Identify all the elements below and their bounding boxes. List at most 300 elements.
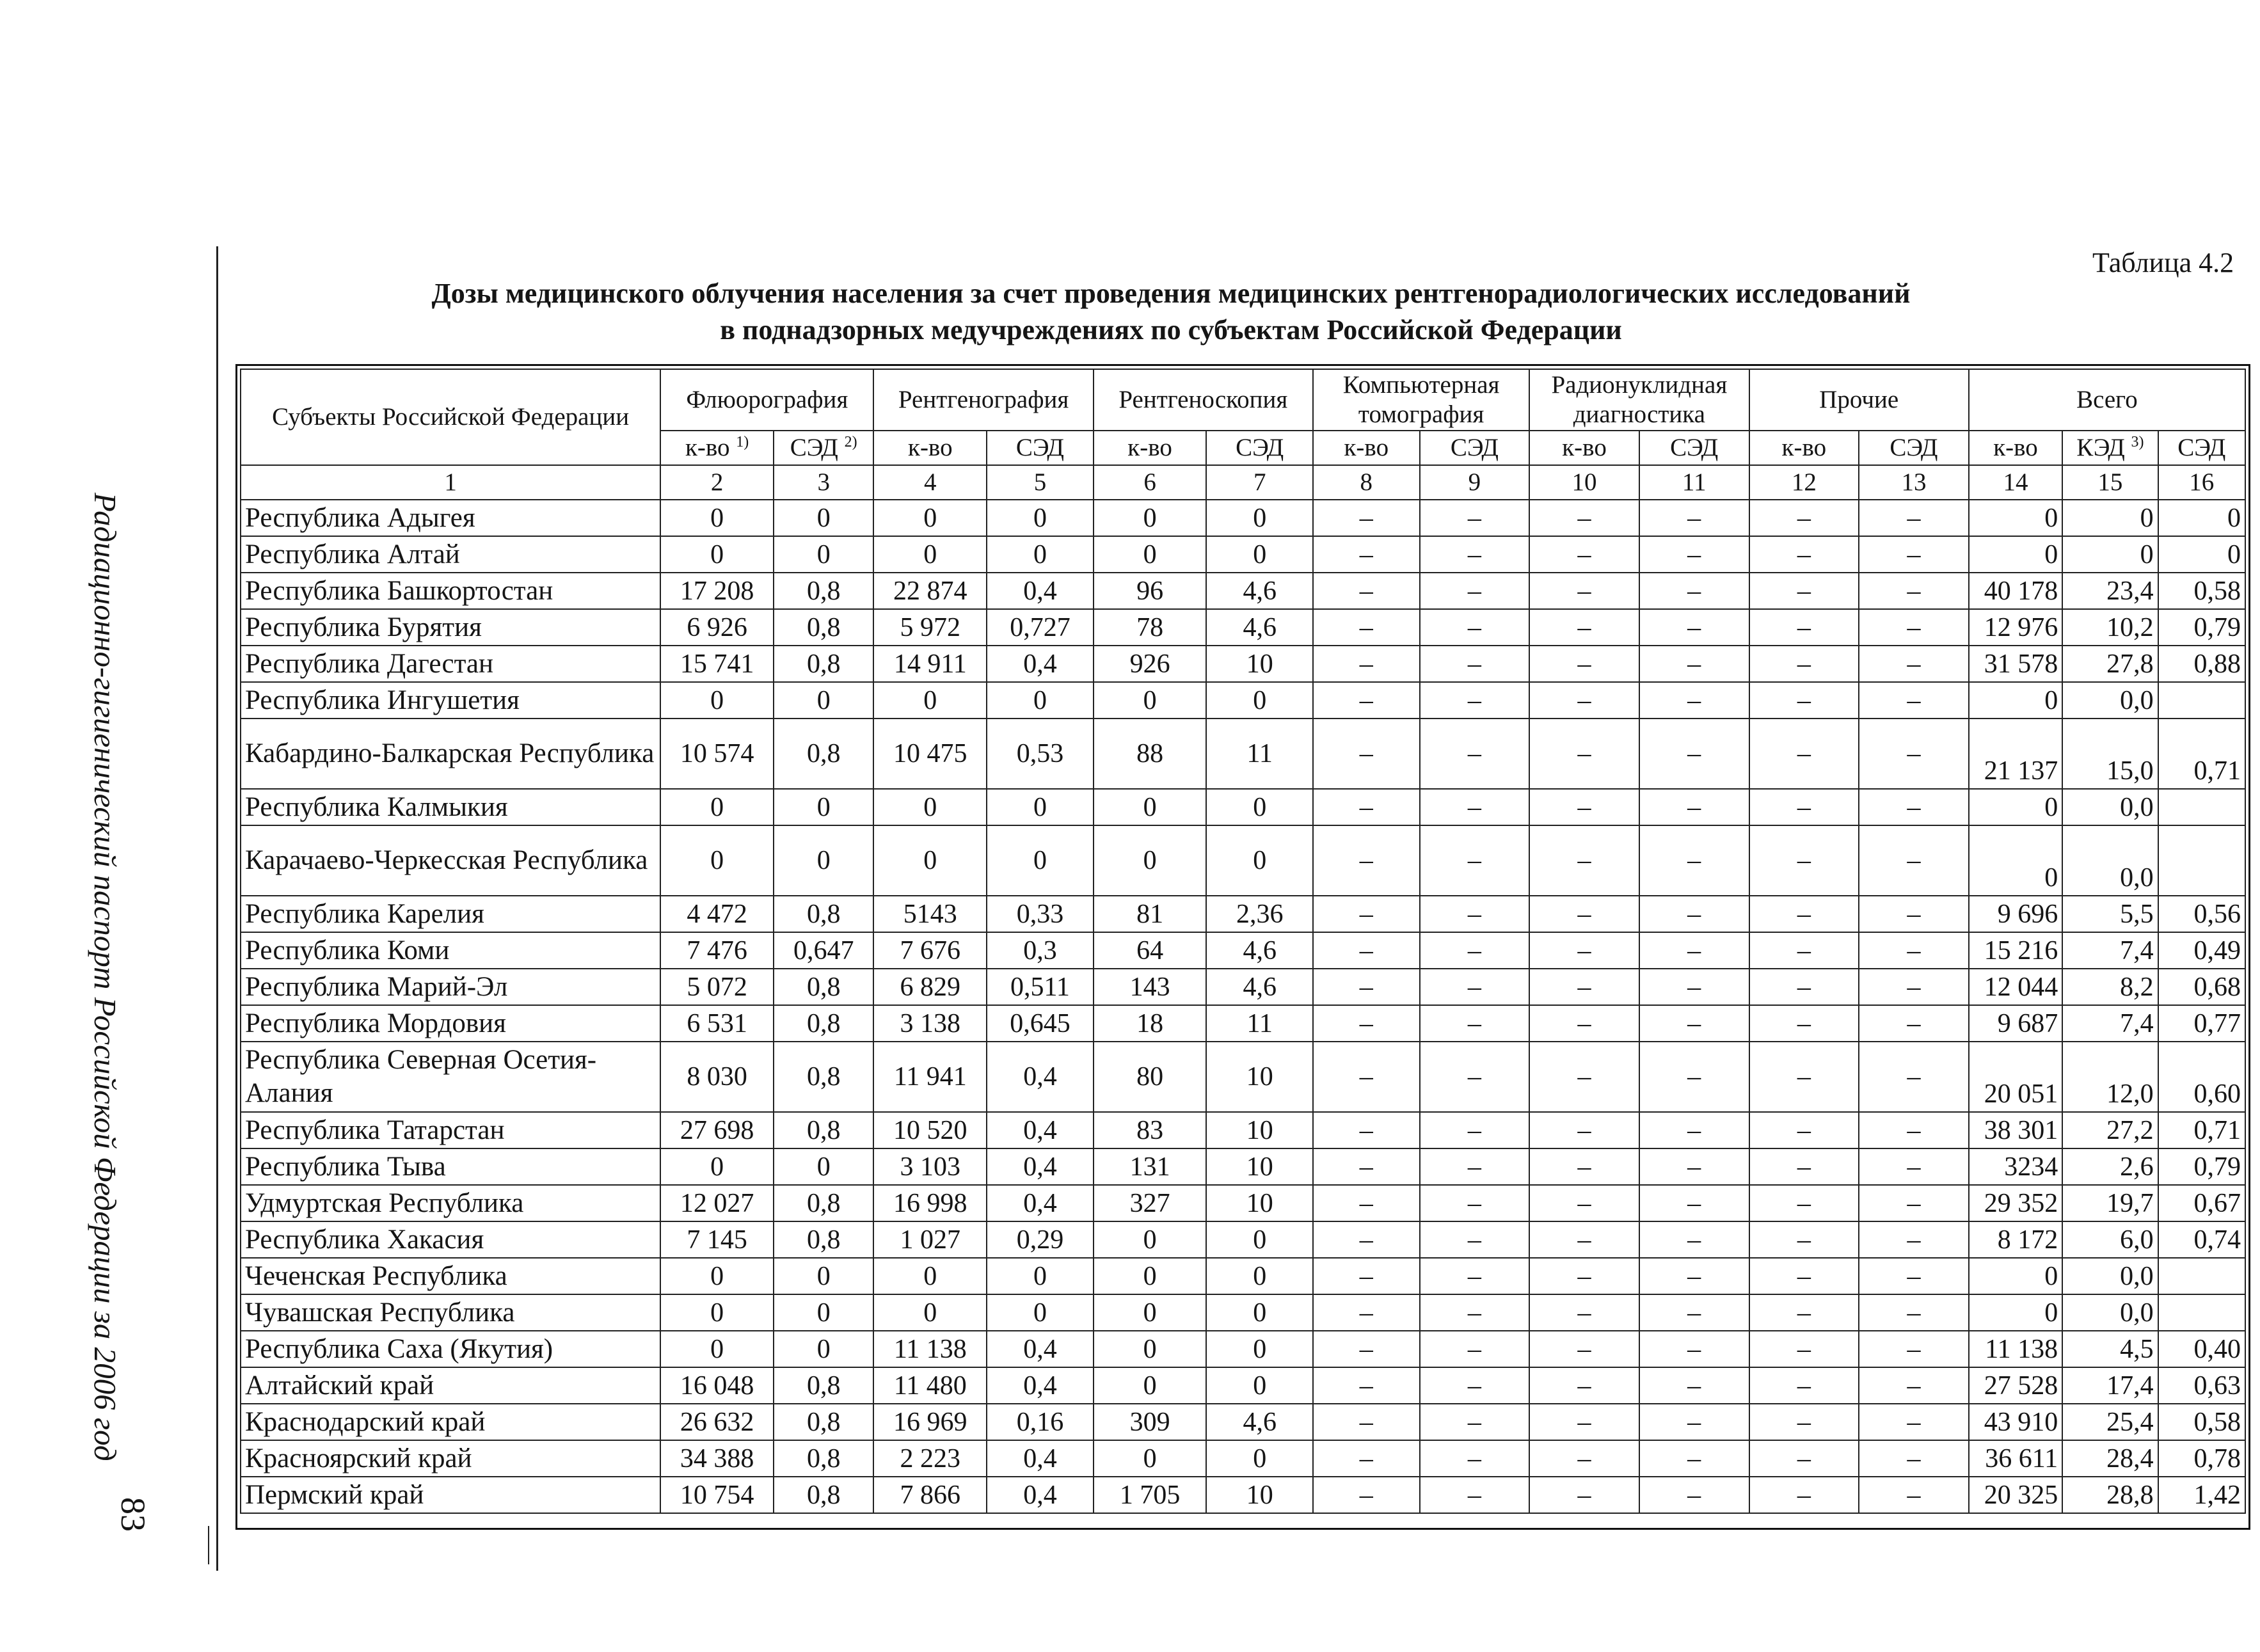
- cell-col-6: 81: [1094, 896, 1207, 932]
- cell-col-13: –: [1859, 1112, 1969, 1148]
- cell-col-12: –: [1749, 1221, 1859, 1258]
- cell-col-10: –: [1529, 500, 1639, 536]
- cell-col-3: 0: [774, 789, 874, 825]
- cell-col-6: 0: [1094, 1367, 1207, 1404]
- cell-col-4: 10 475: [873, 719, 987, 789]
- column-number: 2: [660, 465, 774, 500]
- footnote-mark: 2): [844, 434, 857, 450]
- cell-col-3: 0,8: [774, 896, 874, 932]
- region-name: Республика Ингушетия: [241, 682, 660, 719]
- cell-col-12: –: [1749, 1331, 1859, 1367]
- cell-col-4: 0: [873, 682, 987, 719]
- cell-col-11: –: [1639, 1112, 1749, 1148]
- cell-col-14: 20 325: [1969, 1477, 2062, 1513]
- cell-col-3: 0: [774, 1331, 874, 1367]
- table-row: [241, 896, 2245, 932]
- cell-col-16: 0,71: [2158, 1112, 2245, 1148]
- cell-col-3: 0: [774, 1294, 874, 1331]
- cell-col-6: 0: [1094, 1258, 1207, 1294]
- column-number: 1: [241, 465, 660, 500]
- cell-col-13: –: [1859, 1185, 1969, 1221]
- cell-col-16: [2158, 1258, 2245, 1294]
- cell-col-16: 0: [2158, 536, 2245, 573]
- region-name: Республика Бурятия: [241, 609, 660, 646]
- cell-col-15: 23,4: [2062, 573, 2158, 609]
- region-name: Республика Коми: [241, 932, 660, 969]
- cell-col-3: 0,8: [774, 1005, 874, 1042]
- cell-col-5: 0,727: [987, 609, 1094, 646]
- cell-col-13: –: [1859, 573, 1969, 609]
- header-sub: СЭД: [1206, 431, 1313, 465]
- column-number: 16: [2158, 465, 2245, 500]
- cell-col-2: 15 741: [660, 646, 774, 682]
- cell-col-10: –: [1529, 969, 1639, 1005]
- cell-col-14: 12 044: [1969, 969, 2062, 1005]
- cell-col-6: 18: [1094, 1005, 1207, 1042]
- cell-col-10: –: [1529, 1005, 1639, 1042]
- cell-col-3: 0,8: [774, 719, 874, 789]
- cell-col-14: 29 352: [1969, 1185, 2062, 1221]
- cell-col-10: –: [1529, 1367, 1639, 1404]
- cell-col-15: 0,0: [2062, 682, 2158, 719]
- region-name: Чеченская Республика: [241, 1258, 660, 1294]
- cell-col-2: 6 926: [660, 609, 774, 646]
- cell-col-9: –: [1420, 1221, 1530, 1258]
- cell-col-10: –: [1529, 825, 1639, 896]
- cell-col-10: –: [1529, 1258, 1639, 1294]
- cell-col-8: –: [1313, 1404, 1420, 1440]
- header-sub: к-во: [1529, 431, 1639, 465]
- region-name: Республика Марий-Эл: [241, 969, 660, 1005]
- cell-col-15: 0,0: [2062, 1258, 2158, 1294]
- cell-col-14: 0: [1969, 789, 2062, 825]
- cell-col-15: 0: [2062, 536, 2158, 573]
- cell-col-8: –: [1313, 536, 1420, 573]
- cell-col-7: 0: [1206, 1331, 1313, 1367]
- cell-col-4: 22 874: [873, 573, 987, 609]
- column-number: 12: [1749, 465, 1859, 500]
- cell-col-14: 9 696: [1969, 896, 2062, 932]
- cell-col-5: 0,29: [987, 1221, 1094, 1258]
- header-sub: СЭД: [1420, 431, 1530, 465]
- table-row: [241, 1367, 2245, 1404]
- cell-col-16: 0,74: [2158, 1221, 2245, 1258]
- cell-col-2: 0: [660, 825, 774, 896]
- cell-col-4: 3 103: [873, 1148, 987, 1185]
- cell-col-12: –: [1749, 682, 1859, 719]
- cell-col-10: –: [1529, 1440, 1639, 1477]
- column-number: 14: [1969, 465, 2062, 500]
- cell-col-14: 31 578: [1969, 646, 2062, 682]
- cell-col-15: 19,7: [2062, 1185, 2158, 1221]
- cell-col-6: 83: [1094, 1112, 1207, 1148]
- cell-col-9: –: [1420, 719, 1530, 789]
- cell-col-12: –: [1749, 573, 1859, 609]
- cell-col-14: 0: [1969, 825, 2062, 896]
- cell-col-6: 131: [1094, 1148, 1207, 1185]
- cell-col-4: 0: [873, 536, 987, 573]
- cell-col-10: –: [1529, 536, 1639, 573]
- cell-col-8: –: [1313, 896, 1420, 932]
- cell-col-3: 0,8: [774, 646, 874, 682]
- cell-col-11: –: [1639, 1185, 1749, 1221]
- cell-col-11: –: [1639, 1331, 1749, 1367]
- table-row: [241, 682, 2245, 719]
- cell-col-11: –: [1639, 969, 1749, 1005]
- table-row: [241, 1042, 2245, 1112]
- cell-col-10: –: [1529, 1294, 1639, 1331]
- cell-col-8: –: [1313, 500, 1420, 536]
- cell-col-4: 11 138: [873, 1331, 987, 1367]
- cell-col-8: –: [1313, 1112, 1420, 1148]
- header-group-fluorography: Флюорография: [660, 369, 873, 431]
- cell-col-10: –: [1529, 1185, 1639, 1221]
- cell-col-5: 0,16: [987, 1404, 1094, 1440]
- header-sub-label: СЭД: [790, 434, 838, 461]
- cell-col-16: 0,78: [2158, 1440, 2245, 1477]
- cell-col-4: 16 998: [873, 1185, 987, 1221]
- cell-col-16: 0,68: [2158, 969, 2245, 1005]
- cell-col-15: 7,4: [2062, 932, 2158, 969]
- cell-col-9: –: [1420, 1404, 1530, 1440]
- cell-col-10: –: [1529, 573, 1639, 609]
- column-number: 5: [987, 465, 1094, 500]
- table-row: [241, 573, 2245, 609]
- cell-col-8: –: [1313, 1477, 1420, 1513]
- header-sub-label: КЭД: [2076, 434, 2125, 461]
- cell-col-4: 2 223: [873, 1440, 987, 1477]
- cell-col-9: –: [1420, 1148, 1530, 1185]
- cell-col-13: –: [1859, 536, 1969, 573]
- cell-col-10: –: [1529, 1221, 1639, 1258]
- cell-col-10: –: [1529, 1112, 1639, 1148]
- cell-col-8: –: [1313, 1367, 1420, 1404]
- header-sub: СЭД: [987, 431, 1094, 465]
- cell-col-14: 11 138: [1969, 1331, 2062, 1367]
- cell-col-2: 0: [660, 1258, 774, 1294]
- cell-col-11: –: [1639, 609, 1749, 646]
- header-sub: [2062, 431, 2158, 465]
- cell-col-7: 10: [1206, 1477, 1313, 1513]
- cell-col-5: 0,4: [987, 1477, 1094, 1513]
- side-running-title: Радиационно-гигиенический паспорт Российской Федерации за 2006 год: [88, 493, 123, 1461]
- cell-col-9: –: [1420, 1367, 1530, 1404]
- cell-col-5: 0,3: [987, 932, 1094, 969]
- cell-col-2: 8 030: [660, 1042, 774, 1112]
- cell-col-8: –: [1313, 825, 1420, 896]
- cell-col-15: 0,0: [2062, 789, 2158, 825]
- cell-col-14: 0: [1969, 1258, 2062, 1294]
- cell-col-7: 10: [1206, 646, 1313, 682]
- cell-col-12: –: [1749, 789, 1859, 825]
- cell-col-8: –: [1313, 1331, 1420, 1367]
- cell-col-15: 5,5: [2062, 896, 2158, 932]
- cell-col-2: 5 072: [660, 969, 774, 1005]
- column-number: 13: [1859, 465, 1969, 500]
- table-row: [241, 646, 2245, 682]
- cell-col-13: –: [1859, 1367, 1969, 1404]
- cell-col-8: –: [1313, 1185, 1420, 1221]
- table-title: [224, 275, 2118, 348]
- cell-col-5: 0: [987, 682, 1094, 719]
- cell-col-5: 0,4: [987, 1112, 1094, 1148]
- cell-col-4: 11 480: [873, 1367, 987, 1404]
- cell-col-12: –: [1749, 1294, 1859, 1331]
- cell-col-6: 0: [1094, 825, 1207, 896]
- footnote-mark: 3): [2131, 434, 2144, 450]
- cell-col-14: 43 910: [1969, 1404, 2062, 1440]
- cell-col-8: –: [1313, 682, 1420, 719]
- table-row: [241, 969, 2245, 1005]
- cell-col-12: –: [1749, 932, 1859, 969]
- cell-col-6: 926: [1094, 646, 1207, 682]
- region-name: Республика Хакасия: [241, 1221, 660, 1258]
- header-sub: к-во: [1313, 431, 1420, 465]
- cell-col-12: –: [1749, 1367, 1859, 1404]
- cell-col-15: 2,6: [2062, 1148, 2158, 1185]
- cell-col-13: –: [1859, 932, 1969, 969]
- cell-col-3: 0,647: [774, 932, 874, 969]
- cell-col-3: 0,8: [774, 573, 874, 609]
- cell-col-7: 4,6: [1206, 932, 1313, 969]
- cell-col-3: 0,8: [774, 1221, 874, 1258]
- cell-col-5: 0,4: [987, 1367, 1094, 1404]
- cell-col-8: –: [1313, 1294, 1420, 1331]
- cell-col-5: 0: [987, 1258, 1094, 1294]
- cell-col-10: –: [1529, 1477, 1639, 1513]
- cell-col-15: 0,0: [2062, 1294, 2158, 1331]
- cell-col-7: 0: [1206, 500, 1313, 536]
- cell-col-13: –: [1859, 719, 1969, 789]
- cell-col-13: –: [1859, 1477, 1969, 1513]
- cell-col-10: –: [1529, 789, 1639, 825]
- cell-col-6: 0: [1094, 1294, 1207, 1331]
- cell-col-3: 0,8: [774, 1112, 874, 1148]
- cell-col-11: –: [1639, 682, 1749, 719]
- cell-col-3: 0,8: [774, 1185, 874, 1221]
- cell-col-9: –: [1420, 646, 1530, 682]
- cell-col-2: 12 027: [660, 1185, 774, 1221]
- cell-col-10: –: [1529, 1148, 1639, 1185]
- table-row: [241, 500, 2245, 536]
- cell-col-16: 0,49: [2158, 932, 2245, 969]
- cell-col-12: –: [1749, 1148, 1859, 1185]
- cell-col-16: 0,88: [2158, 646, 2245, 682]
- cell-col-6: 1 705: [1094, 1477, 1207, 1513]
- cell-col-7: 10: [1206, 1112, 1313, 1148]
- column-number: 8: [1313, 465, 1420, 500]
- header-sub: к-во: [1094, 431, 1207, 465]
- cell-col-7: 0: [1206, 1294, 1313, 1331]
- cell-col-8: –: [1313, 1005, 1420, 1042]
- cell-col-2: 10 574: [660, 719, 774, 789]
- cell-col-12: –: [1749, 1185, 1859, 1221]
- cell-col-4: 16 969: [873, 1404, 987, 1440]
- cell-col-7: 4,6: [1206, 573, 1313, 609]
- cell-col-11: –: [1639, 825, 1749, 896]
- cell-col-2: 7 145: [660, 1221, 774, 1258]
- cell-col-16: 0,58: [2158, 573, 2245, 609]
- cell-col-5: 0,4: [987, 1331, 1094, 1367]
- cell-col-2: 0: [660, 789, 774, 825]
- cell-col-6: 0: [1094, 789, 1207, 825]
- page-number: 83: [114, 1497, 152, 1532]
- cell-col-12: –: [1749, 1112, 1859, 1148]
- cell-col-6: 0: [1094, 1331, 1207, 1367]
- cell-col-12: –: [1749, 1258, 1859, 1294]
- column-number: 3: [774, 465, 874, 500]
- cell-col-9: –: [1420, 609, 1530, 646]
- cell-col-10: –: [1529, 646, 1639, 682]
- column-number: 4: [873, 465, 987, 500]
- cell-col-5: 0,53: [987, 719, 1094, 789]
- header-subjects: Субъекты Российской Федерации: [241, 369, 660, 465]
- cell-col-3: 0,8: [774, 1477, 874, 1513]
- cell-col-12: –: [1749, 1005, 1859, 1042]
- cell-col-13: –: [1859, 896, 1969, 932]
- cell-col-8: –: [1313, 609, 1420, 646]
- cell-col-13: –: [1859, 500, 1969, 536]
- cell-col-13: –: [1859, 1258, 1969, 1294]
- dose-table: [240, 369, 2246, 1514]
- region-name: Республика Башкортостан: [241, 573, 660, 609]
- table-row: [241, 1258, 2245, 1294]
- cell-col-9: –: [1420, 500, 1530, 536]
- cell-col-7: 2,36: [1206, 896, 1313, 932]
- cell-col-13: –: [1859, 969, 1969, 1005]
- cell-col-11: –: [1639, 1404, 1749, 1440]
- cell-col-7: 4,6: [1206, 969, 1313, 1005]
- cell-col-15: 8,2: [2062, 969, 2158, 1005]
- cell-col-5: 0: [987, 825, 1094, 896]
- cell-col-16: 0,79: [2158, 1148, 2245, 1185]
- cell-col-2: 0: [660, 536, 774, 573]
- table-row: [241, 1294, 2245, 1331]
- region-name: Удмуртская Республика: [241, 1185, 660, 1221]
- column-number: 15: [2062, 465, 2158, 500]
- cell-col-2: 34 388: [660, 1440, 774, 1477]
- cell-col-10: –: [1529, 1404, 1639, 1440]
- cell-col-12: –: [1749, 896, 1859, 932]
- cell-col-13: –: [1859, 609, 1969, 646]
- cell-col-3: 0: [774, 825, 874, 896]
- cell-col-12: –: [1749, 536, 1859, 573]
- table-row: [241, 719, 2245, 789]
- cell-col-16: [2158, 825, 2245, 896]
- cell-col-16: 0,60: [2158, 1042, 2245, 1112]
- table-row: [241, 1331, 2245, 1367]
- cell-col-3: 0: [774, 1258, 874, 1294]
- region-name: Пермский край: [241, 1477, 660, 1513]
- cell-col-12: –: [1749, 719, 1859, 789]
- cell-col-11: –: [1639, 1477, 1749, 1513]
- cell-col-5: 0,511: [987, 969, 1094, 1005]
- cell-col-2: 6 531: [660, 1005, 774, 1042]
- cell-col-4: 0: [873, 500, 987, 536]
- cell-col-11: –: [1639, 1294, 1749, 1331]
- table-title-line-2: в поднадзорных медучреждениях по субъектам Российской Федерации: [720, 314, 1622, 345]
- cell-col-16: 0,56: [2158, 896, 2245, 932]
- cell-col-14: 12 976: [1969, 609, 2062, 646]
- cell-col-10: –: [1529, 719, 1639, 789]
- cell-col-5: 0,4: [987, 646, 1094, 682]
- cell-col-8: –: [1313, 1042, 1420, 1112]
- cell-col-8: –: [1313, 969, 1420, 1005]
- cell-col-10: –: [1529, 896, 1639, 932]
- cell-col-15: 7,4: [2062, 1005, 2158, 1042]
- cell-col-12: –: [1749, 969, 1859, 1005]
- cell-col-9: –: [1420, 573, 1530, 609]
- table-row: [241, 1221, 2245, 1258]
- table-row: [241, 1185, 2245, 1221]
- cell-col-13: –: [1859, 825, 1969, 896]
- cell-col-9: –: [1420, 1185, 1530, 1221]
- table-row: [241, 1148, 2245, 1185]
- cell-col-8: –: [1313, 1258, 1420, 1294]
- cell-col-8: –: [1313, 573, 1420, 609]
- table-row: [241, 932, 2245, 969]
- cell-col-16: 0,77: [2158, 1005, 2245, 1042]
- region-name: Республика Мордовия: [241, 1005, 660, 1042]
- cell-col-2: 16 048: [660, 1367, 774, 1404]
- cell-col-13: –: [1859, 789, 1969, 825]
- cell-col-15: 10,2: [2062, 609, 2158, 646]
- cell-col-7: 0: [1206, 1258, 1313, 1294]
- cell-col-8: –: [1313, 1148, 1420, 1185]
- header-sub: СЭД: [1639, 431, 1749, 465]
- cell-col-4: 5143: [873, 896, 987, 932]
- cell-col-7: 0: [1206, 536, 1313, 573]
- cell-col-11: –: [1639, 1042, 1749, 1112]
- cell-col-14: 36 611: [1969, 1440, 2062, 1477]
- cell-col-6: 309: [1094, 1404, 1207, 1440]
- cell-col-13: –: [1859, 1042, 1969, 1112]
- cell-col-11: –: [1639, 719, 1749, 789]
- cell-col-5: 0,4: [987, 1440, 1094, 1477]
- table-row: [241, 609, 2245, 646]
- header-group-radiography: Рентгенография: [873, 369, 1093, 431]
- region-name: Республика Адыгея: [241, 500, 660, 536]
- cell-col-10: –: [1529, 1331, 1639, 1367]
- cell-col-10: –: [1529, 1042, 1639, 1112]
- cell-col-14: 0: [1969, 536, 2062, 573]
- cell-col-4: 3 138: [873, 1005, 987, 1042]
- cell-col-14: 0: [1969, 1294, 2062, 1331]
- cell-col-16: [2158, 1294, 2245, 1331]
- cell-col-15: 28,4: [2062, 1440, 2158, 1477]
- table-row: [241, 1440, 2245, 1477]
- region-name: Республика Алтай: [241, 536, 660, 573]
- cell-col-8: –: [1313, 789, 1420, 825]
- region-name: Красноярский край: [241, 1440, 660, 1477]
- cell-col-11: –: [1639, 1258, 1749, 1294]
- header-group-other: Прочие: [1749, 369, 1969, 431]
- cell-col-5: 0: [987, 789, 1094, 825]
- cell-col-15: 25,4: [2062, 1404, 2158, 1440]
- region-name: Чувашская Республика: [241, 1294, 660, 1331]
- cell-col-16: 1,42: [2158, 1477, 2245, 1513]
- column-number-row: [241, 465, 2245, 500]
- cell-col-9: –: [1420, 825, 1530, 896]
- cell-col-4: 0: [873, 1258, 987, 1294]
- table-row: [241, 1005, 2245, 1042]
- cell-col-9: –: [1420, 1258, 1530, 1294]
- cell-col-6: 143: [1094, 969, 1207, 1005]
- cell-col-11: –: [1639, 789, 1749, 825]
- header-sub: СЭД: [1859, 431, 1969, 465]
- cell-col-8: –: [1313, 646, 1420, 682]
- column-number: 11: [1639, 465, 1749, 500]
